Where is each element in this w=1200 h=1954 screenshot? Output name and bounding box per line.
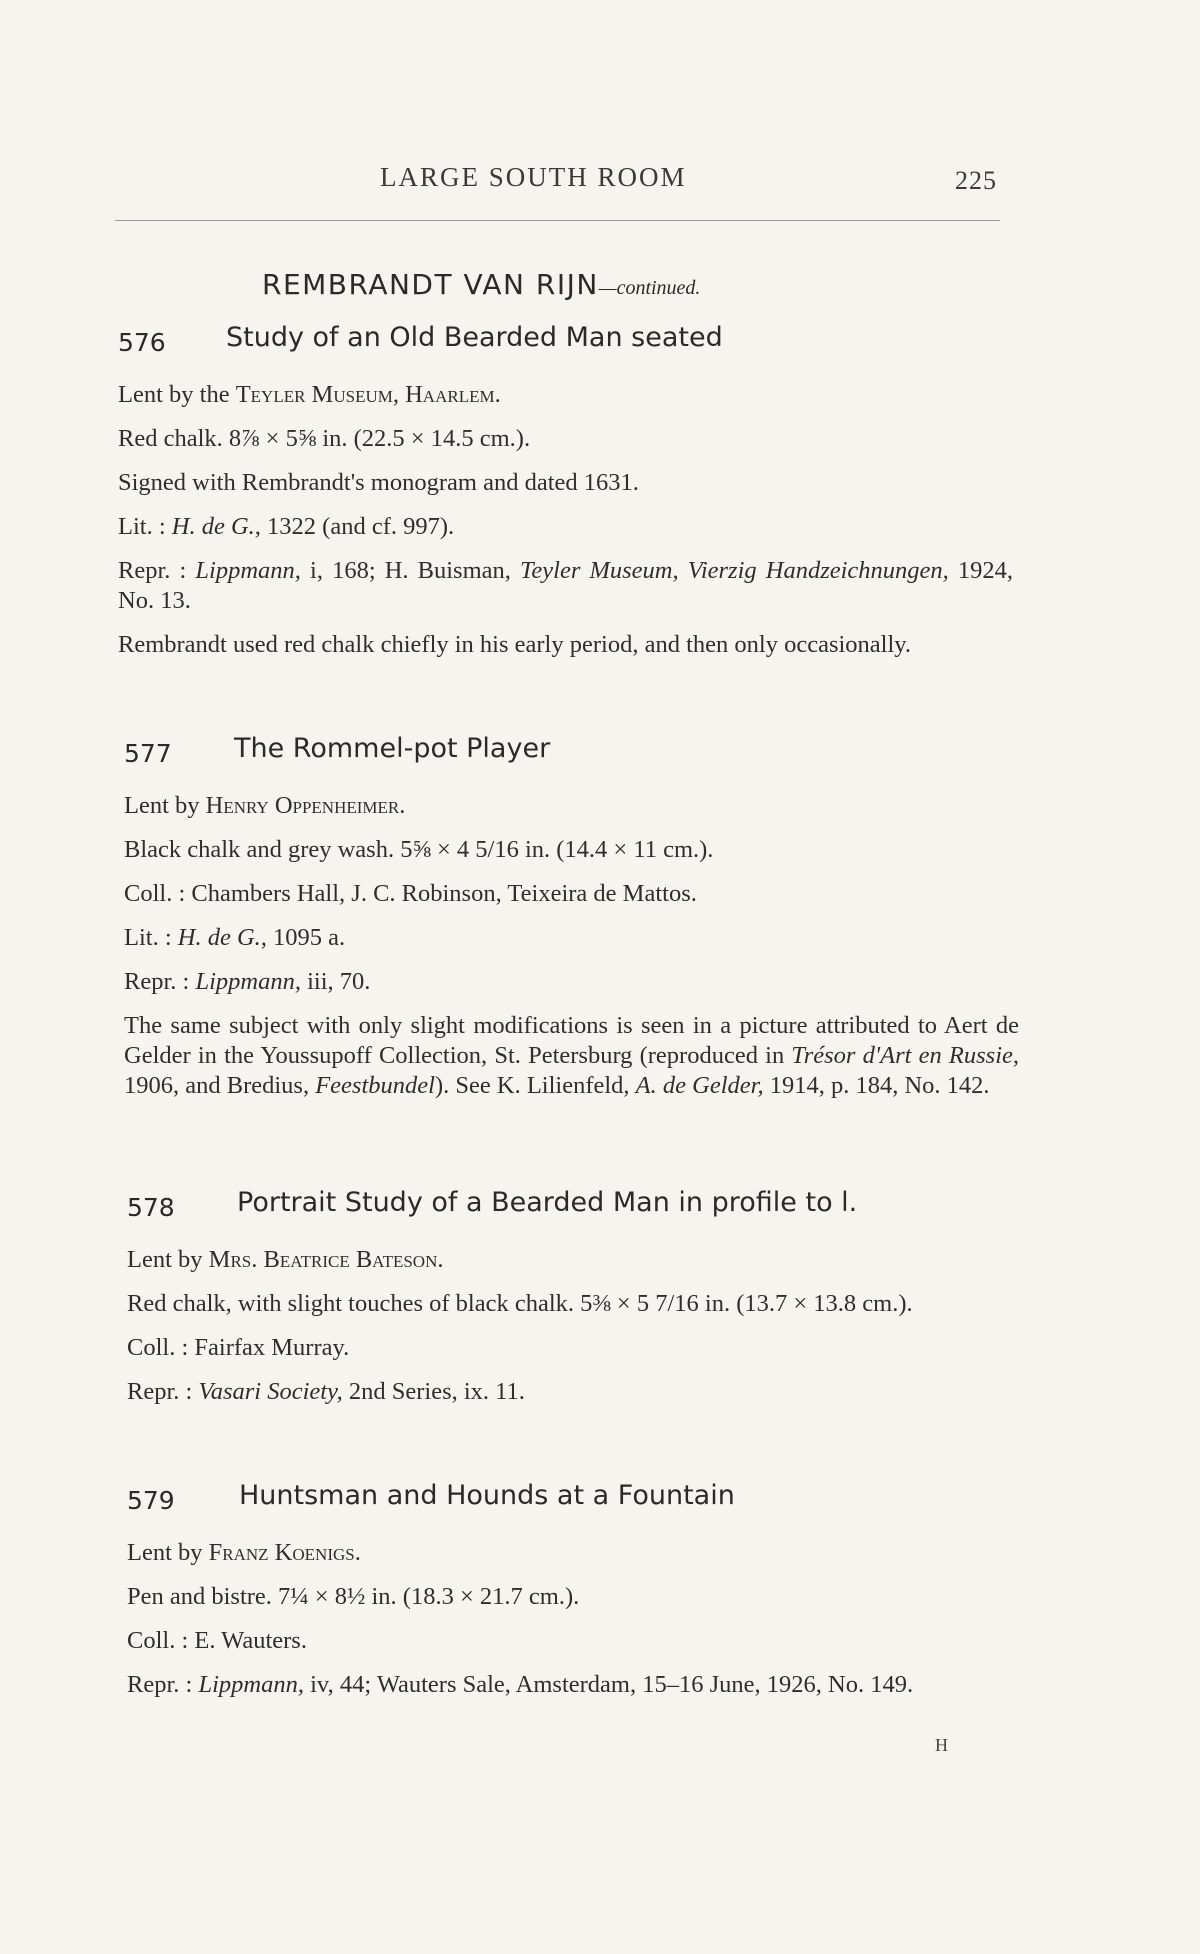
repr-label: Repr. : <box>127 1378 193 1405</box>
note-text: The same subject with only slight modifications is seen in a picture attributed to Aert de Gelder in the Youssupoff Collection, St. Petersburg (reproduced in <box>124 1012 1019 1069</box>
entry-heading <box>118 322 1013 366</box>
entry-title: Portrait Study of a Bearded Man in profile to l. <box>237 1187 858 1218</box>
lent-prefix: Lent by <box>127 1539 203 1566</box>
lent-prefix: Lent by <box>124 792 200 819</box>
medium-line: Red chalk, with slight touches of black chalk. 5⅜ × 5 7/16 in. (13.7 × 13.8 cm.). <box>127 1290 913 1317</box>
entry-title: Huntsman and Hounds at a Fountain <box>239 1480 735 1511</box>
reproduction-line <box>124 967 1019 997</box>
repr-source: Lippmann, <box>195 557 301 584</box>
lender-name: Teyler Museum, Haarlem. <box>235 381 501 408</box>
note-title: Feestbundel <box>315 1072 435 1099</box>
repr-rest: iii, 70. <box>307 968 371 995</box>
entry-heading <box>127 1480 1022 1524</box>
lender-line <box>118 380 1013 410</box>
repr-source: Vasari Society, <box>198 1378 343 1405</box>
medium-line: Pen and bistre. 7¼ × 8½ in. (18.3 × 21.7 cm.). <box>127 1583 580 1610</box>
entry-heading <box>127 1187 1022 1231</box>
repr-mid: i, 168; H. Buisman, <box>310 557 511 584</box>
lender-name: Mrs. Beatrice Bateson. <box>208 1246 444 1273</box>
note-title: A. de Gelder, <box>635 1072 764 1099</box>
note-text: ). See K. Lilienfeld, <box>434 1072 630 1099</box>
lit-label: Lit. : <box>124 924 172 951</box>
entry-title: The Rommel-pot Player <box>234 733 551 764</box>
collection-line: Coll. : Fairfax Murray. <box>127 1334 350 1361</box>
repr-rest: 2nd Series, ix. 11. <box>348 1378 525 1405</box>
note-text: 1914, p. 184, No. 142. <box>769 1072 990 1099</box>
entry-number: 577 <box>124 739 172 768</box>
lit-rest: 1322 (and cf. 997). <box>267 513 455 540</box>
lender-line <box>124 791 1019 821</box>
running-title: LARGE SOUTH ROOM <box>380 162 687 192</box>
lit-source: H. de G., <box>171 513 261 540</box>
literature-line <box>118 512 1013 542</box>
repr-source: Lippmann, <box>198 1671 304 1698</box>
continued-label: —continued. <box>598 277 701 299</box>
lit-rest: 1095 a. <box>273 924 346 951</box>
lender-name: Henry Oppenheimer. <box>205 792 406 819</box>
entry-note: Rembrandt used red chalk chiefly in his early period, and then only occasionally. <box>118 631 912 658</box>
lit-source: H. de G., <box>177 924 267 951</box>
artist-heading <box>262 268 700 301</box>
repr-rest: 1924, No. 13. <box>118 557 1014 614</box>
medium-line: Red chalk. 8⅞ × 5⅝ in. (22.5 × 14.5 cm.). <box>118 425 531 452</box>
note-title: Trésor d'Art en Russie, <box>791 1042 1020 1069</box>
repr-source-2: Teyler Museum, Vierzig Handzeichnungen, <box>520 557 949 584</box>
catalogue-entry-578 <box>127 1187 1022 1407</box>
catalogue-entry-577 <box>124 733 1019 1101</box>
lent-prefix: Lent by the <box>118 381 230 408</box>
signature-mark: H <box>935 1735 948 1755</box>
catalogue-entry-576 <box>118 322 1013 660</box>
header-rule <box>115 220 1000 221</box>
entry-title: Study of an Old Bearded Man seated <box>226 322 723 353</box>
repr-label: Repr. : <box>127 1671 193 1698</box>
repr-rest: iv, 44; Wauters Sale, Amsterdam, 15–16 June, 1926, No. 149. <box>310 1671 914 1698</box>
lender-line <box>127 1245 1022 1275</box>
repr-label: Repr. : <box>118 557 187 584</box>
entry-number: 579 <box>127 1486 175 1515</box>
page-number: 225 <box>955 166 997 195</box>
artist-name: REMBRANDT VAN RIJN <box>262 268 599 301</box>
collection-line: Coll. : Chambers Hall, J. C. Robinson, Teixeira de Mattos. <box>124 880 697 907</box>
reproduction-line <box>127 1377 1022 1407</box>
entry-note <box>124 1011 1019 1101</box>
entry-number: 578 <box>127 1193 175 1222</box>
running-head <box>0 162 1200 202</box>
reproduction-line <box>118 556 1013 616</box>
lent-prefix: Lent by <box>127 1246 203 1273</box>
literature-line <box>124 923 1019 953</box>
repr-label: Repr. : <box>124 968 190 995</box>
lender-line <box>127 1538 1022 1568</box>
note-text: 1906, and Bredius, <box>124 1072 310 1099</box>
reproduction-line <box>127 1670 1022 1700</box>
collection-line: Coll. : E. Wauters. <box>127 1627 307 1654</box>
lender-name: Franz Koenigs. <box>208 1539 361 1566</box>
repr-source: Lippmann, <box>195 968 301 995</box>
signed-line: Signed with Rembrandt's monogram and dated 1631. <box>118 469 639 496</box>
catalogue-entry-579 <box>127 1480 1022 1700</box>
medium-line: Black chalk and grey wash. 5⅝ × 4 5/16 in. (14.4 × 11 cm.). <box>124 836 714 863</box>
entry-number: 576 <box>118 328 166 357</box>
entry-heading <box>124 733 1019 777</box>
lit-label: Lit. : <box>118 513 166 540</box>
